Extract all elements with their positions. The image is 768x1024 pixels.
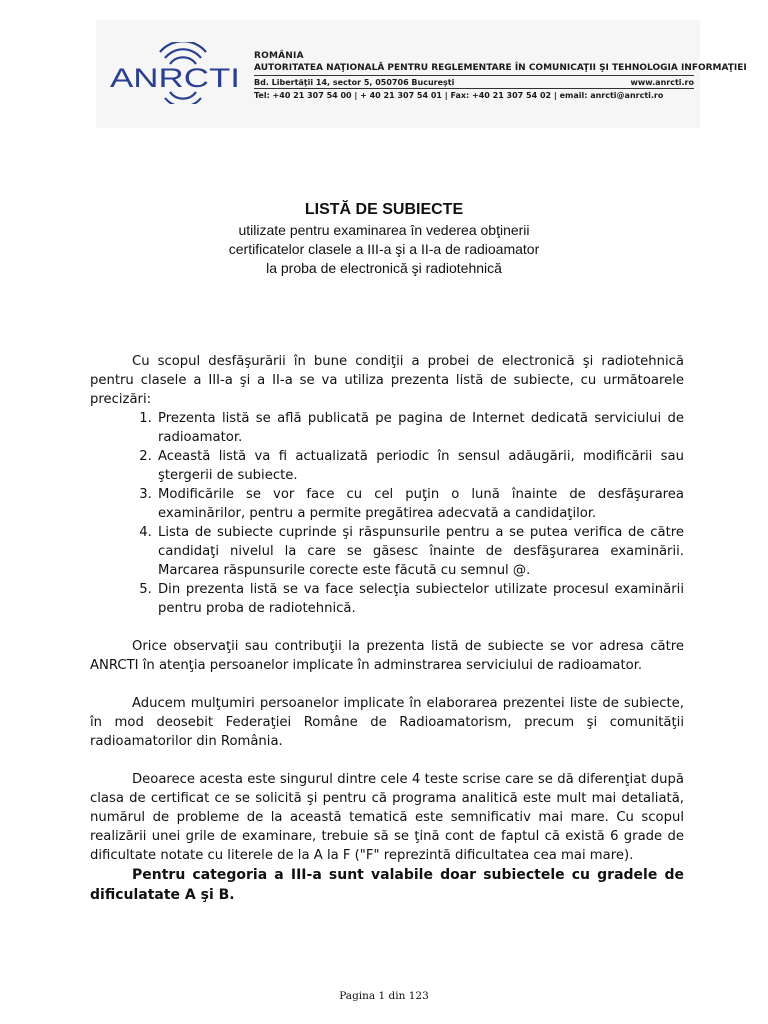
document-body: [90, 352, 684, 905]
list-item: 2. Această listă va fi actualizată periodic în sensul adăugării, modificării sau ştergerii de subiecte.: [156, 447, 684, 485]
organization-info: [254, 50, 747, 101]
anrcti-logo: [108, 42, 242, 104]
document-title: LISTĂ DE SUBIECTE: [304, 201, 464, 218]
logo-text: ANRCTI: [110, 63, 240, 93]
list-item: 4. Lista de subiecte cuprinde şi răspunsurile pentru a se putea verifica de către candidaţi nivelul la care se găsesc înainte de desfăşurarea examinării. Marcarea răspunsurile corecte este făcută cu semnul @.: [156, 523, 684, 580]
page-number: Pagina 1 din 123: [339, 990, 429, 1002]
thanks-paragraph: Aducem mulţumiri persoanelor implicate în elaborarea prezentei liste de subiecte, în mod deosebit Federaţiei Române de Radioamatorism, precum şi comunităţii radioamatorilor din România.: [90, 696, 684, 749]
country-label: ROMÂNIA: [254, 51, 304, 61]
authority-name: AUTORITATEA NAŢIONALĂ PENTRU REGLEMENTARE ÎN COMUNICAŢII ŞI TEHNOLOGIA INFORMAŢIEI: [254, 62, 694, 76]
list-item: 1. Prezenta listă se află publicată pe pagina de Internet dedicată serviciului de radioamator.: [156, 409, 684, 447]
difficulty-paragraph: Deoarece acesta este singurul dintre cele 4 teste scrise care se dă diferenţiat după clasa de certificat ce se solicită şi pentru că programa analitică este mult mai detaliată, numărul de probleme de la această tematică este semnificativ mai mare. Cu scopul realizării unei grile de examinare, trebuie să se ţină cont de faptul că există 6 grade de dificultate notate cu literele de la A la F ("F" reprezintă dificultatea cea mai mare).: [90, 772, 684, 863]
precisions-list: [90, 409, 684, 618]
subtitle-line-3: la proba de electronică şi radiotehnică: [266, 260, 502, 276]
address: Bd. Libertăţii 14, sector 5, 050706 Bucureşti: [254, 78, 455, 87]
observations-paragraph: Orice observaţii sau contribuţii la prezenta listă de subiecte se vor adresa către ANRCTI în atenţia persoanelor implicate în adminstrarea serviciului de radioamator.: [90, 639, 684, 673]
list-item: 3. Modificările se vor face cu cel puţin o lună înainte de desfăşurarea examinărilor, pentru a permite pregătirea adecvată a candidaţilor.: [156, 485, 684, 523]
category-note: Pentru categoria a III-a sunt valabile doar subiectele cu gradele de dificulatate A şi B.: [90, 867, 684, 903]
contact-info: Tel: +40 21 307 54 00 | + 40 21 307 54 01 | Fax: +40 21 307 54 02 | email: anrcti@anrcti.ro: [254, 88, 694, 101]
list-item: 5. Din prezenta listă se va face selecţia subiectelor utilizate procesul examinării pentru proba de radiotehnică.: [156, 580, 684, 618]
subtitle-line-2: certificatelor clasele a III-a şi a II-a de radioamator: [228, 241, 540, 257]
title-block: [0, 199, 768, 278]
letterhead: [96, 20, 747, 128]
website: www.anrcti.ro: [630, 78, 694, 87]
subtitle-line-1: utilizate pentru examinarea în vederea obţinerii: [238, 222, 530, 238]
address-row: [254, 77, 694, 88]
intro-paragraph: Cu scopul desfăşurării în bune condiţii a probei de electronică şi radiotehnică pentru clasele a III-a şi a II-a se va utiliza prezenta listă de subiecte, cu următoarele precizări:: [90, 354, 684, 407]
